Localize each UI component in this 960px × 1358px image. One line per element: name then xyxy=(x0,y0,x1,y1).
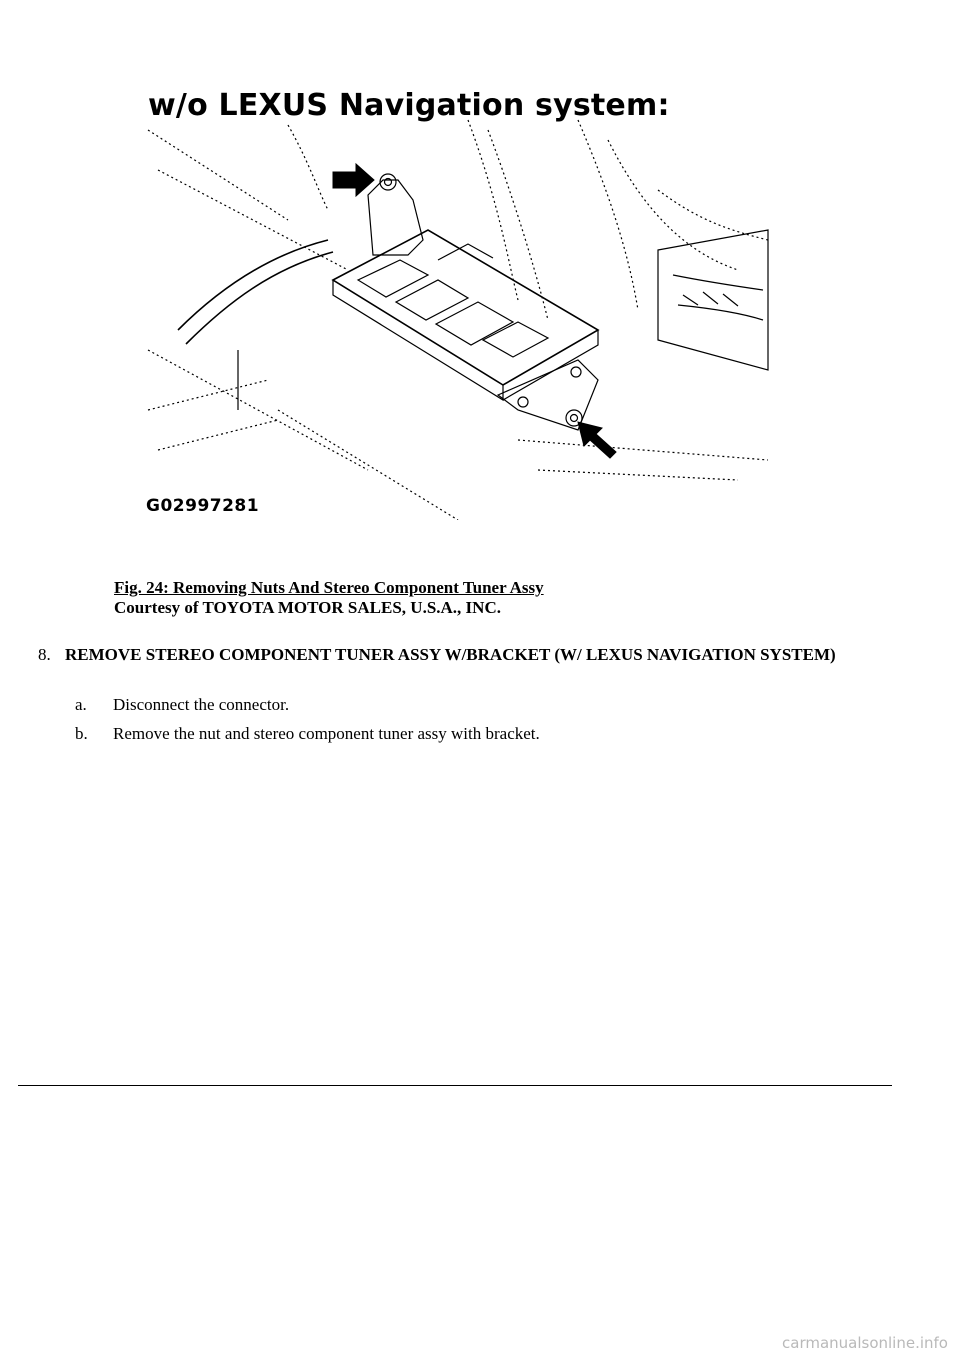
arrow-icon xyxy=(333,164,616,458)
caption-courtesy: Courtesy of TOYOTA MOTOR SALES, U.S.A., INC. xyxy=(114,598,501,617)
figure-heading: w/o LEXUS Navigation system: xyxy=(148,88,670,123)
step-title: REMOVE STEREO COMPONENT TUNER ASSY W/BRACKET (W/ LEXUS NAVIGATION SYSTEM) xyxy=(65,645,836,664)
figure-code: G02997281 xyxy=(146,496,260,516)
figure-caption xyxy=(114,578,544,618)
substep-letter: b. xyxy=(75,724,88,743)
tuner-assembly-drawing xyxy=(138,80,770,520)
watermark: carmanualsonline.info xyxy=(782,1334,948,1352)
caption-title[interactable]: Fig. 24: Removing Nuts And Stereo Component Tuner Assy xyxy=(114,578,544,597)
substep-text: Remove the nut and stereo component tuner assy with bracket. xyxy=(113,724,540,743)
page-divider xyxy=(18,1085,892,1086)
substep-text: Disconnect the connector. xyxy=(113,695,290,714)
figure-illustration xyxy=(138,80,770,520)
step-number: 8. xyxy=(38,645,51,664)
substep-letter: a. xyxy=(75,695,87,714)
